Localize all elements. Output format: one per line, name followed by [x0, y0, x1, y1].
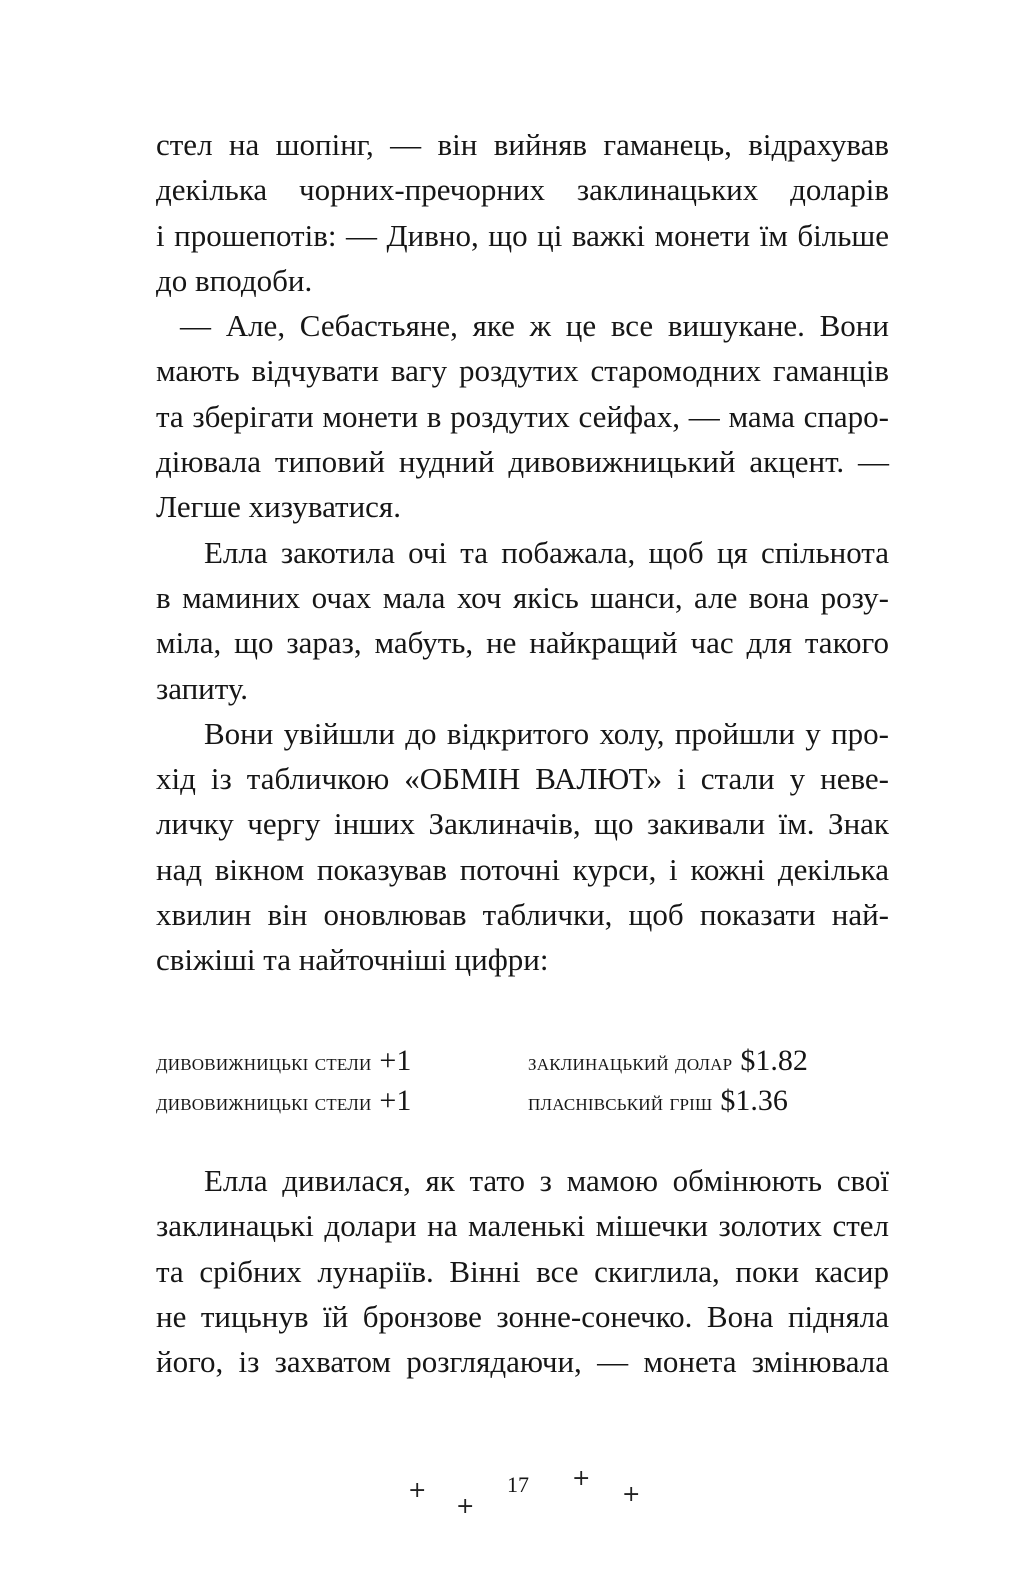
- text-line: Елла дивилася, як тато з мамою обмінюють свої: [204, 1163, 889, 1198]
- rate-from-label: дивовижницькі стели: [156, 1050, 372, 1076]
- text-line: заклинацькі долари на маленькі мішечки золотих стел: [156, 1208, 889, 1244]
- rate-to-value: $1.82: [740, 1044, 808, 1077]
- rate-from: [156, 1081, 528, 1123]
- body-text-top: [156, 122, 889, 983]
- text-line: Елла закотила очі та побажала, щоб ця спільнота: [204, 534, 889, 570]
- text-line: — Але, Себастьяне, яке ж це все вишукане. Вони: [180, 308, 889, 344]
- rate-to-value: $1.36: [720, 1084, 788, 1117]
- star-ornament-icon: +: [572, 1466, 591, 1491]
- star-ornament-icon: +: [456, 1494, 475, 1519]
- exchange-rates: [156, 1041, 896, 1121]
- text-line: хвилин він оновлював таблички, щоб показати най-: [156, 897, 889, 933]
- text-line: стел на шопінг, — він вийняв гаманець, відрахував: [156, 127, 889, 162]
- text-line: над вікном показував поточні курси, і кожні декілька: [156, 851, 889, 887]
- text-line: Легше хизуватися.: [156, 489, 401, 525]
- text-line: не тицьнув їй бронзове зонне-сонечко. Вона підняла: [156, 1298, 889, 1334]
- text-line: до вподоби.: [156, 262, 313, 298]
- text-line: діювала типовий нудний дивовижницький акцент. —: [156, 444, 889, 480]
- text-line: хід із табличкою «ОБМІН ВАЛЮТ» і стали у неве-: [156, 761, 889, 797]
- star-ornament-icon: +: [622, 1482, 641, 1507]
- rate-to: [528, 1081, 788, 1123]
- rate-from-label: дивовижницькі стели: [156, 1090, 372, 1116]
- text-line: та срібних лунаріїв. Вінні все скиглила, поки касир: [156, 1253, 889, 1289]
- star-ornament-icon: +: [408, 1478, 427, 1503]
- page-footer: [0, 1462, 1024, 1522]
- text-line: його, із захватом розглядаючи, — монета змінювала: [156, 1344, 889, 1380]
- text-line: міла, що зараз, мабуть, не найкращий час для такого: [156, 625, 889, 661]
- text-line: Вони увійшли до відкритого холу, пройшли у про-: [204, 715, 889, 751]
- text-line: личку чергу інших Заклиначів, що закивали їм. Знак: [156, 806, 889, 842]
- rate-from-value: +1: [379, 1084, 412, 1117]
- text-line: та зберігати монети в роздутих сейфах, — мама спаро-: [156, 398, 889, 434]
- text-line: і прошепотів: — Дивно, що ці важкі монети їм більше: [156, 217, 889, 253]
- rate-row: [156, 1041, 896, 1081]
- text-line: запиту.: [156, 670, 249, 706]
- text-line: декілька чорних-пречорних заклинацьких доларів: [156, 172, 889, 208]
- rate-to: [528, 1041, 808, 1083]
- text-line: в маминих очах мала хоч якісь шанси, але вона розу-: [156, 579, 889, 615]
- rate-from: [156, 1041, 528, 1083]
- rate-to-label: заклинацький долар: [528, 1050, 733, 1076]
- rate-to-label: пласнівський гріш: [528, 1090, 713, 1116]
- body-text-bottom: [156, 1158, 889, 1384]
- page-number: 17: [507, 1472, 529, 1497]
- rate-from-value: +1: [379, 1044, 412, 1077]
- rate-row: [156, 1081, 896, 1121]
- text-line: свіжіші та найточніші цифри:: [156, 942, 549, 978]
- text-line: мають відчувати вагу роздутих старомодних гаманців: [156, 353, 889, 389]
